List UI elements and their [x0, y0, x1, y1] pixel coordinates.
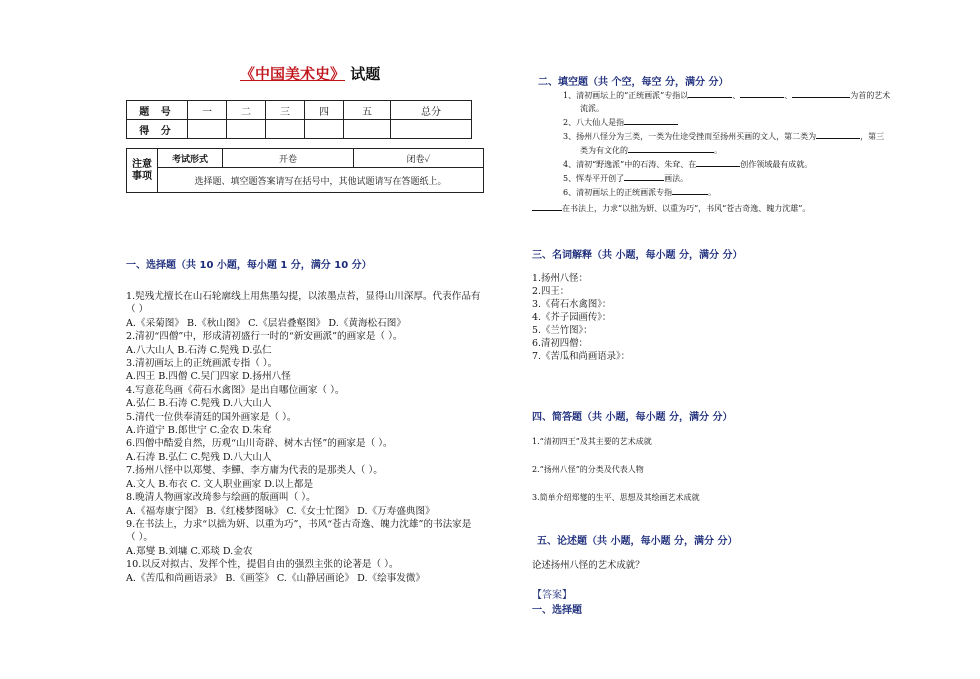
- short-answer-1: 1.“清初四王”及其主要的艺术成就: [532, 437, 652, 446]
- score-col-1: 一: [188, 101, 227, 120]
- fill-blank: [740, 88, 784, 98]
- fill-blank: [628, 143, 714, 153]
- fill-blank: [624, 115, 678, 125]
- open-book: 开卷: [223, 149, 354, 168]
- score-col-2: 二: [227, 101, 266, 120]
- term-item: 7.《苦瓜和尚画语录》：: [532, 351, 631, 362]
- notice-instruction: 选择题、填空题答案请写在括号中，其他试题请写在答题纸上。: [158, 168, 484, 193]
- score-row-label: 得 分: [127, 120, 188, 139]
- section3-items: [532, 272, 630, 363]
- score-col-total: 总分: [391, 101, 472, 120]
- term-item: 1.扬州八怪：: [532, 273, 588, 284]
- question-line: 6.四僧中酷爱自然，历观“山川奇辟、树木古怪”的画家是（ ）。: [126, 438, 393, 450]
- fill-blank: [696, 157, 740, 167]
- term-item: 4.《芥子园画传》：: [532, 312, 612, 323]
- question-line: （ ）: [126, 304, 149, 316]
- score-col-4: 四: [305, 101, 344, 120]
- score-cell: [188, 120, 227, 139]
- title-prefix: 《中国美术史》: [240, 65, 346, 83]
- section2-heading: 二、填空题（共 个空，每空 分，满分 分）: [538, 77, 729, 88]
- question-line: 1.髡残尤擅长在山石轮廓线上用焦墨勾提，以浓墨点苔，显得山川深厚。代表作品有: [126, 291, 481, 302]
- fill-item-7: 在书法上，力求“以拙为妍、以重为巧”，书风“苍古奇逸、魄力沈雄”。: [532, 201, 810, 215]
- closed-book: 闭卷✓: [354, 149, 484, 168]
- question-line: A.石涛 B.弘仁 C.髡残 D.八大山人: [126, 451, 272, 463]
- score-header-label: 题 号: [127, 101, 188, 120]
- page-title: [240, 63, 380, 84]
- term-item: 6.清初四僧：: [532, 338, 588, 349]
- term-item: 2.四王：: [532, 286, 570, 297]
- short-answer-2: 2.“扬州八怪”的分类及代表人物: [532, 465, 644, 474]
- section5-heading: 五、论述题（共 小题，每小题 分，满分 分）: [537, 536, 738, 547]
- question-line: A.文人 B.布衣 C. 文人职业画家 D.以上都是: [126, 478, 314, 490]
- score-cell: [227, 120, 266, 139]
- fill-item-4: 4、清初“野逸派”中的石涛、朱耷、在 创作领域最有成就。: [563, 157, 890, 171]
- question-line: A.《福寿康宁图》 B.《红楼梦图咏》 C.《女士忙图》 D.《万寿盛典图》: [126, 505, 435, 517]
- fill-item-3-cont: 类为有文化的 。: [563, 143, 890, 157]
- section3-heading: 三、名词解释（共 小题，每小题 分，满分 分）: [532, 250, 743, 261]
- question-line: 2.清初“四僧”中，形成清初盛行一时的“新安画派”的画家是（ ）。: [126, 331, 403, 343]
- essay-question: 论述扬州八怪的艺术成就？: [532, 560, 645, 571]
- fill-blank: [816, 129, 860, 139]
- score-col-3: 三: [266, 101, 305, 120]
- question-line: A.许道宁 B.郎世宁 C.金农 D.朱耷: [126, 425, 272, 437]
- fill-blank: [792, 88, 850, 98]
- question-line: （ ）。: [126, 532, 154, 544]
- answer-label: 【答案】: [532, 590, 572, 601]
- question-line: 8.晚清人物画家改琦参与绘画的版画叫（ ）。: [126, 492, 316, 504]
- short-answer-3: 3.简单介绍郑燮的生平、思想及其绘画艺术成就: [532, 493, 700, 502]
- score-cell: [266, 120, 305, 139]
- fill-item-5: 5、恽寿平开创了 画法。: [563, 171, 890, 185]
- fill-blank: [624, 171, 664, 181]
- score-table: [126, 100, 472, 139]
- fill-item-6: 6、清初画坛上的正统画派专指 。: [563, 185, 890, 199]
- fill-item-2: 2、八大仙人是指: [563, 115, 890, 129]
- question-line: 3.清初画坛上的正统画派专指（ ）。: [126, 358, 278, 370]
- question-line: 10.以反对拟古、发挥个性，提倡自由的强烈主张的论著是（ ）。: [126, 559, 399, 571]
- fill-item-3: 3、扬州八怪分为三类，一类为仕途受挫而至扬州买画的文人，第二类为 ，第三: [563, 129, 890, 143]
- notice-label: 注意事项: [127, 149, 158, 193]
- question-line: A.郑燮 B.刘墉 C.邓琰 D.金农: [126, 545, 253, 557]
- question-line: 4.写意花鸟画《荷石水禽图》是出自哪位画家（ ）。: [126, 384, 345, 396]
- score-col-5: 五: [344, 101, 391, 120]
- question-line: A.《苦瓜和尚画语录》 B.《画筌》 C.《山静居画论》 D.《绘事发微》: [126, 572, 426, 584]
- fill-item-1-cont: 流派。: [580, 104, 604, 113]
- question-line: 5.清代一位供奉清廷的国外画家是（ ）。: [126, 411, 297, 423]
- section1-heading: 一、选择题（共 10 小题，每小题 1 分，满分 10 分）: [126, 260, 372, 271]
- title-suffix: 试题: [350, 65, 381, 83]
- term-item: 3.《荷石水禽图》：: [532, 299, 612, 310]
- question-line: A.《采菊图》 B.《秋山图》 C.《层岩叠壑图》 D.《黄海松石图》: [126, 317, 406, 329]
- fill-blank: [672, 185, 708, 195]
- form-label: 考试形式: [158, 149, 223, 168]
- section2-items: [563, 88, 890, 199]
- score-cell: [305, 120, 344, 139]
- score-cell: [391, 120, 472, 139]
- question-line: A.弘仁 B.石涛 C.髡残 D.八大山人: [126, 398, 272, 410]
- question-line: A.八大山人 B.石涛 C.髡残 D.弘仁: [126, 344, 272, 356]
- question-line: 7.扬州八怪中以郑燮、李鱓、李方庸为代表的是那类人（ ）。: [126, 465, 383, 477]
- question-line: 9.在书法上，力求“以拙为妍、以重为巧”，书风“苍古奇逸、魄力沈雄”的书法家是: [126, 518, 472, 530]
- fill-blank: [532, 201, 562, 211]
- score-cell: [344, 120, 391, 139]
- section1-questions: [126, 290, 481, 585]
- notice-table: [126, 148, 484, 193]
- fill-item-1: 1、清初画坛上的“正统画派”专指以 、 、 为首的艺术: [563, 88, 890, 102]
- term-item: 5.《兰竹图》：: [532, 325, 593, 336]
- section4-heading: 四、简答题（共 小题，每小题 分，满分 分）: [532, 412, 733, 423]
- question-line: A.四王 B.四僧 C.吴门四家 D.扬州八怪: [126, 371, 291, 383]
- answer-subheading: 一、选择题: [532, 605, 582, 616]
- fill-blank: [688, 88, 732, 98]
